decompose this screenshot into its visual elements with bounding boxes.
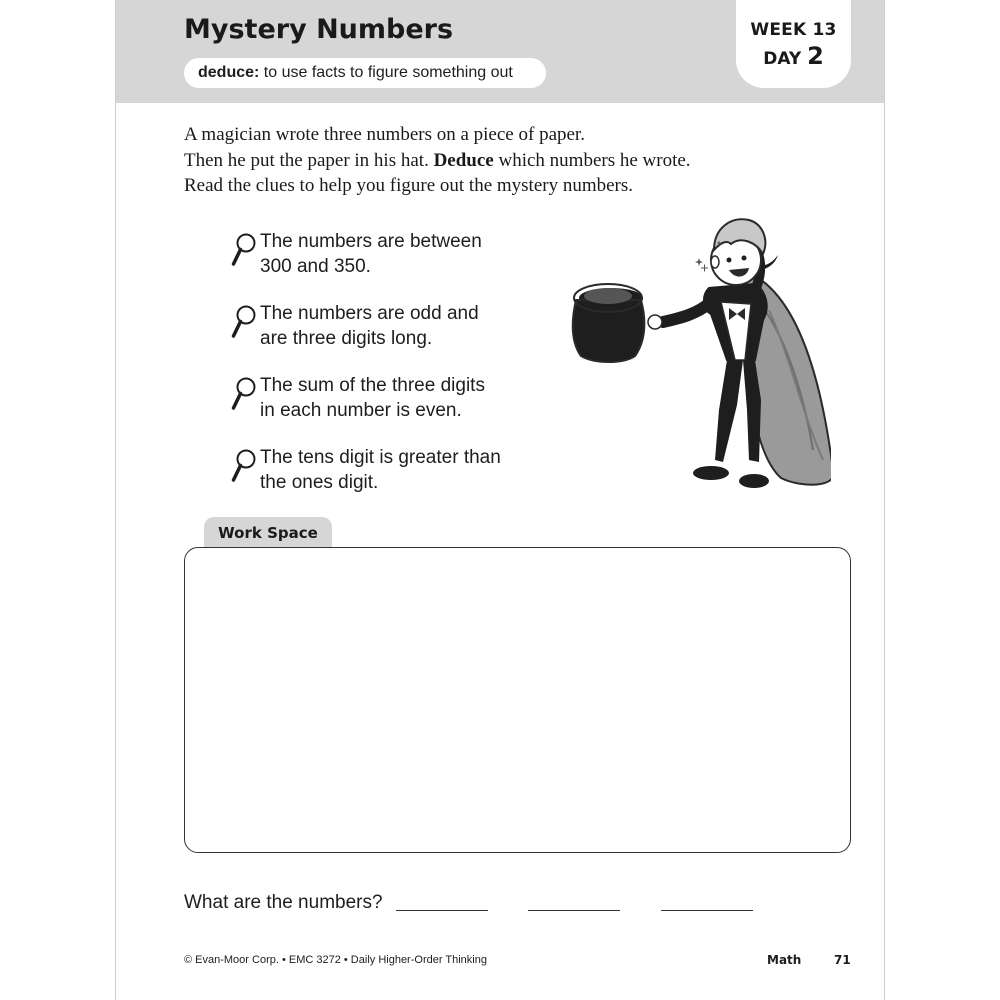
worksheet-page	[115, 0, 885, 1000]
footer-copyright: © Evan-Moor Corp. • EMC 3272 • Daily Higher-Order Thinking	[184, 954, 487, 966]
header-band	[116, 0, 885, 103]
clue-list	[231, 229, 531, 517]
clue-line-1: The tens digit is greater than	[260, 447, 501, 468]
work-space-tab: Work Space	[204, 517, 332, 551]
magician-illustration	[551, 210, 831, 500]
clue-item	[231, 445, 531, 517]
intro-line-2-start: Then he put the paper in his hat.	[184, 149, 434, 171]
magnifying-glass-icon	[231, 376, 257, 412]
clue-text	[260, 301, 530, 351]
clue-line-1: The numbers are between	[260, 231, 482, 252]
clue-text	[260, 373, 530, 423]
intro-line-1: A magician wrote three numbers on a piece of paper.	[184, 124, 585, 145]
clue-line-2: in each number is even.	[260, 400, 462, 421]
page-title: Mystery Numbers	[184, 14, 454, 45]
answer-blank-3[interactable]	[661, 910, 753, 911]
footer-subject: Math	[767, 953, 802, 967]
clue-item	[231, 229, 531, 301]
magnifying-glass-icon	[231, 448, 257, 484]
day-number: 2	[807, 42, 824, 70]
day-label-row	[736, 42, 851, 70]
clue-text	[260, 445, 530, 495]
intro-line-2	[184, 148, 824, 174]
magnifying-glass-icon	[231, 304, 257, 340]
clue-line-2: 300 and 350.	[260, 256, 371, 277]
answer-blank-2[interactable]	[528, 910, 620, 911]
intro-line-2-end: which numbers he wrote.	[493, 149, 691, 171]
intro-keyword-deduce: Deduce	[433, 149, 494, 171]
footer-page-number: 71	[834, 953, 851, 967]
clue-line-1: The sum of the three digits	[260, 375, 485, 396]
intro-paragraph	[184, 122, 824, 199]
clue-line-2: the ones digit.	[260, 472, 379, 493]
vocab-term: deduce:	[198, 64, 260, 81]
clue-item	[231, 373, 531, 445]
vocabulary-definition	[184, 58, 546, 88]
clue-item	[231, 301, 531, 373]
week-label: WEEK 13	[750, 20, 837, 40]
answer-blank-1[interactable]	[396, 910, 488, 911]
clue-line-2: are three digits long.	[260, 328, 433, 349]
question-text: What are the numbers?	[184, 892, 383, 913]
week-day-tab	[736, 0, 851, 88]
day-label: DAY	[763, 49, 802, 69]
work-space-box[interactable]	[184, 547, 851, 853]
magnifying-glass-icon	[231, 232, 257, 268]
clue-text	[260, 229, 530, 279]
intro-line-3: Read the clues to help you figure out the mystery numbers.	[184, 175, 634, 196]
vocab-definition: to use facts to figure something out	[259, 64, 513, 81]
clue-line-1: The numbers are odd and	[260, 303, 479, 324]
